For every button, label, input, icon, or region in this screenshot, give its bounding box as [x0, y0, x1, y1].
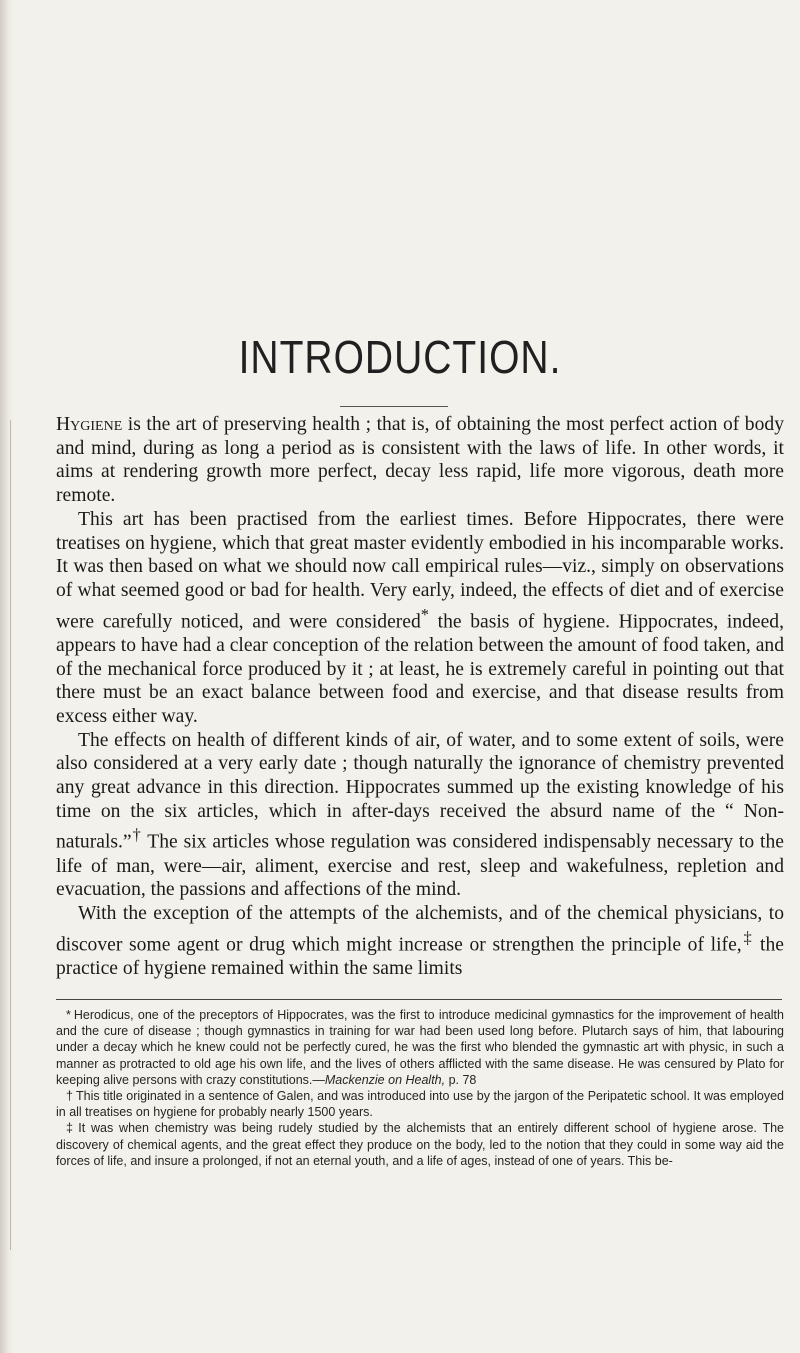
footnote-chemistry [56, 1120, 784, 1169]
paragraph-text: the basis of hygiene. Hippocrates, indeed, appears to have had a clear conception of the relation between the amount of food taken, and of the mechanical force produced by it ; at least, he is extremely careful in pointing out that there must be an exact balance between food and exercise, and that disease results from excess either way. [56, 611, 784, 727]
footnote-mark: * [66, 1008, 71, 1022]
paragraph-text: The effects on health of different kinds of air, of water, and to some extent of soils, were also considered at a very early date ; though naturally the ignorance of chemistry prevented any great advance in this direction. Hippocrates summed up the existing knowledge of his time on the six articles, which in after-days received the absurd name of the “ Non-naturals.” [56, 729, 784, 854]
footnote-rule [56, 999, 782, 1000]
paragraph-lead-word: Hygiene [56, 414, 123, 435]
paragraph-text: The six articles whose regulation was considered indispensably necessary to the life of man, were—air, aliment, exercise and rest, sleep and wakefulness, repletion and evacuation, the passions and affections of the mind. [56, 832, 784, 901]
paragraph-non-naturals [56, 729, 784, 902]
paragraph-alchemists [56, 902, 784, 981]
paragraph-text: the practice of hygiene remained within the same limits [56, 934, 784, 980]
body-text [56, 413, 784, 981]
page-binding-shadow [0, 0, 14, 1353]
footnote-ref-star: * [420, 604, 429, 624]
footnote-mark: ‡ [66, 1121, 76, 1136]
paragraph-text: With the exception of the attempts of the alchemists, and of the chemical physicians, to discover some agent or drug which might increase or strengthen the principle of life, [56, 903, 784, 956]
footnote-text: Herodicus, one of the preceptors of Hippocrates, was the first to introduce medicinal gymnastics for the improvement of health and the cure of disease ; though gymnastics in training for war had been used long before. Plutarch says of him, that labouring under a decay which he knew could not be perfectly cured, he was the first who blended the gymnastic art with physic, in such a manner as protracted to old age his own life, and the lives of others afflicted with the same disease. He was censured by Plato for keeping alive persons with crazy constitutions.— [56, 1008, 784, 1087]
footnote-herodicus [56, 1007, 784, 1088]
footnote-ref-dagger: † [131, 825, 142, 845]
paragraph-history [56, 508, 784, 729]
footnote-galen [56, 1088, 784, 1120]
footnote-text: This title originated in a sentence of Galen, and was introduced into use by the jargon of the Peripatetic school. It was employed in all treatises on hygiene for probably nearly 1500 years. [56, 1089, 784, 1120]
paragraph-hygiene-definition [56, 413, 784, 508]
footnote-text: It was when chemistry was being rudely studied by the alchemists that an entirely different school of hygiene arose. The discovery of chemical agents, and the great effect they produce on the body, led to the notion that they could in some way aid the forces of life, and insure a prolonged, if not an eternal youth, and a life of ages, instead of one of years. This be- [56, 1121, 785, 1168]
title-rule [340, 406, 448, 407]
footnotes [56, 1007, 784, 1169]
footnote-page-ref: p. 78 [445, 1072, 477, 1087]
footnote-ref-double-dagger: ‡ [741, 927, 754, 947]
footnote-citation: Mackenzie on Health, [324, 1072, 446, 1087]
paragraph-text: This art has been practised from the earliest times. Before Hippocrates, there were treatises on hygiene, which that great master evidently embodied in his incomparable works. It was then based on what we should now call empirical rules—viz., simply on observations of what seemed good or bad for health. Very early, indeed, the effects of diet and of exercise were carefully noticed, and were considered [56, 508, 784, 633]
page-edge-line [10, 420, 11, 1250]
page-title: INTRODUCTION. [238, 333, 562, 384]
footnote-mark: † [66, 1089, 74, 1104]
paragraph-text: is the art of preserving health ; that is, of obtaining the most perfect action of body and mind, during as long a period as is consistent with the laws of life. In other words, it aims at rendering growth more perfect, decay less rapid, life more vigorous, death more remote. [56, 414, 784, 507]
